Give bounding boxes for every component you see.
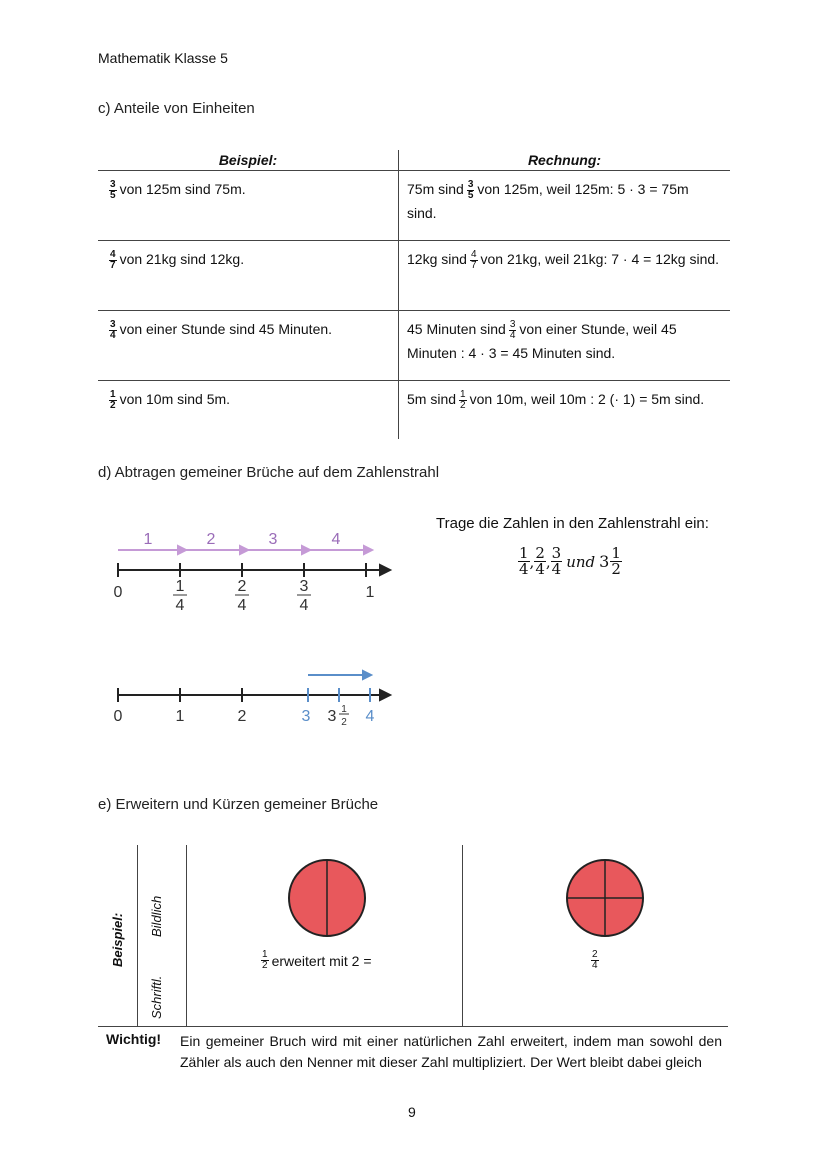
written-result [588, 950, 602, 971]
wichtig-label: Wichtig! [106, 1031, 162, 1047]
fraction: 3 4 [551, 544, 562, 578]
expand-example-frame [98, 845, 728, 1027]
written-expand [258, 950, 372, 971]
section-e-title: e) Erweitern und Kürzen gemeiner Brüche [98, 796, 379, 813]
task-fractions: 1 4 , 2 4 , 3 4 und 3 1 2 [519, 544, 621, 578]
units-table [98, 150, 730, 439]
col-example-header: Beispiel: [98, 150, 399, 171]
example-cell [98, 311, 399, 381]
page-number: 9 [408, 1104, 416, 1120]
fraction: 1 2 [262, 949, 268, 971]
example-cell [98, 241, 399, 311]
tick-label: 1 [175, 708, 185, 725]
tick-label: 3 [301, 708, 311, 725]
frac-den: 4 [175, 597, 185, 614]
arrow-label: 2 [206, 531, 216, 548]
example-text: von einer Stunde sind 45 Minuten. [119, 321, 333, 337]
mixed-num: 1 [341, 704, 347, 715]
fraction: $\frac{3}{5}$ [467, 178, 474, 201]
example-cell [98, 171, 399, 241]
arrow-label: 1 [143, 531, 153, 548]
frac-den: 4 [299, 597, 309, 614]
fraction: $\frac{3}{5}$ [110, 178, 116, 201]
frac-num: 2 [237, 578, 247, 595]
written-text: erweitert mit 2 = [271, 952, 372, 969]
instruction-text: Trage die Zahlen in den Zahlenstrahl ein: [436, 515, 709, 532]
arrow-label: 3 [268, 531, 278, 548]
calc-pre: 45 Minuten sind [407, 321, 506, 337]
table-row [98, 311, 730, 381]
calc-pre: 5m sind [407, 391, 457, 407]
fraction: $\frac{3}{4}$ [509, 318, 516, 341]
fraction: $\frac{3}{4}$ [110, 318, 116, 341]
fraction: 1 2 [611, 544, 621, 578]
mixed-den: 2 [341, 717, 347, 728]
table-row [98, 171, 730, 241]
calc-post: von 21kg, weil 21kg: 7 · 4 = 12kg sind. [480, 251, 720, 267]
fraction: $\frac{4}{7}$ [470, 248, 477, 271]
und-text: und [566, 552, 596, 571]
calc-pre: 12kg sind [407, 251, 467, 267]
frac-num: 3 [299, 578, 309, 595]
frac-den: 4 [237, 597, 247, 614]
fraction: $\frac{1}{2}$ [460, 388, 466, 411]
tick-label-zero: 0 [113, 584, 123, 601]
calc-post: von 125m, weil 125m: 5 · 3 = 75m sind. [407, 181, 689, 221]
example-text: von 125m sind 75m. [119, 181, 246, 197]
calc-cell [399, 311, 731, 381]
example-cell [98, 381, 399, 439]
calc-post: von einer Stunde, weil 45 Minuten : 4 · 3 = 45 Minuten sind. [407, 321, 677, 361]
frac-num: 1 [175, 578, 185, 595]
table-row [98, 381, 730, 439]
label-schriftl: Schriftl. [149, 975, 164, 1019]
fraction: 2 4 [535, 544, 545, 578]
section-c-title: c) Anteile von Einheiten [98, 100, 255, 117]
calc-cell [399, 171, 731, 241]
calc-pre: 75m sind [407, 181, 464, 197]
calc-post: von 10m, weil 10m : 2 (· 1) = 5m sind. [469, 391, 705, 407]
table-row [98, 241, 730, 311]
fraction: $\frac{2}{4}$ [592, 949, 598, 971]
col-calc-header: Rechnung: [527, 152, 602, 168]
calc-cell [399, 241, 731, 311]
page-header: Mathematik Klasse 5 [98, 50, 228, 66]
number-line-figure [108, 525, 408, 735]
example-text: von 10m sind 5m. [119, 391, 231, 407]
tick-label: 0 [113, 708, 123, 725]
fraction: $\frac{1}{2}$ [110, 388, 116, 411]
fraction: $\frac{4}{7}$ [110, 248, 116, 271]
mixed-whole: 3 [599, 552, 610, 571]
label-bildlich: Bildlich [149, 895, 164, 937]
section-d-title: d) Abtragen gemeiner Brüche auf dem Zahlenstrahl [98, 464, 440, 481]
circle-halves [286, 857, 368, 939]
tick-label: 4 [365, 708, 375, 725]
calc-cell [399, 381, 731, 439]
mixed-whole: 3 [327, 708, 337, 725]
wichtig-text: Ein gemeiner Bruch wird mit einer natürlichen Zahl erweitert, indem man sowohl den Zähler als auch den Nenner mit dieser Zahl multipliziert. Der Wert bleibt dabei gleich [180, 1033, 722, 1070]
arrow-label: 4 [331, 531, 341, 548]
example-text: von 21kg sind 12kg. [119, 251, 245, 267]
tick-label: 2 [237, 708, 247, 725]
label-beispiel: Beispiel: [110, 912, 125, 967]
tick-label-one: 1 [365, 584, 375, 601]
fraction: 1 4 [519, 544, 529, 578]
circle-quarters [564, 857, 646, 939]
